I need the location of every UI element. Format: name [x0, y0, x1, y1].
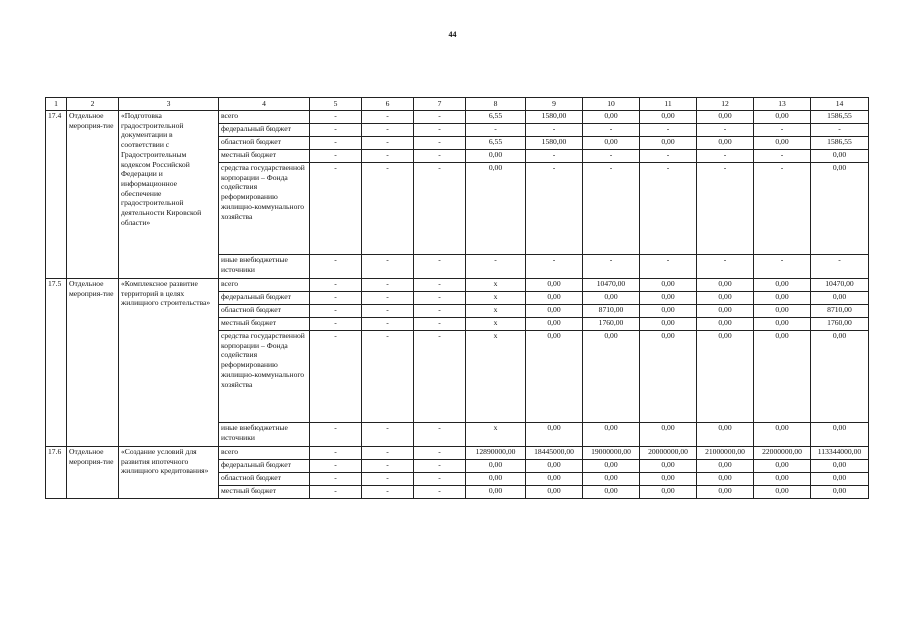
value-cell: 0,00 — [754, 473, 811, 486]
value-cell: 0,00 — [640, 473, 697, 486]
funding-source: иные внебюджетные источники — [219, 255, 310, 279]
value-cell: 0,00 — [811, 486, 869, 499]
value-cell: 0,00 — [811, 163, 869, 255]
value-cell: 0,00 — [754, 111, 811, 124]
value-cell: - — [362, 305, 414, 318]
value-cell: 0,00 — [640, 279, 697, 292]
value-cell: 1586,55 — [811, 137, 869, 150]
column-header: 10 — [583, 98, 640, 111]
value-cell: 0,00 — [697, 331, 754, 423]
value-cell: x — [466, 292, 526, 305]
value-cell: 0,00 — [697, 111, 754, 124]
value-cell: - — [414, 137, 466, 150]
value-cell: - — [583, 124, 640, 137]
value-cell: 0,00 — [640, 460, 697, 473]
value-cell: - — [310, 473, 362, 486]
value-cell: 0,00 — [754, 460, 811, 473]
value-cell: - — [362, 318, 414, 331]
funding-source: всего — [219, 447, 310, 460]
value-cell: 0,00 — [811, 423, 869, 447]
value-cell: - — [583, 255, 640, 279]
funding-source: федеральный бюджет — [219, 292, 310, 305]
value-cell: 0,00 — [640, 292, 697, 305]
value-cell: 113344000,00 — [811, 447, 869, 460]
value-cell: - — [310, 423, 362, 447]
value-cell: 8710,00 — [583, 305, 640, 318]
column-header: 8 — [466, 98, 526, 111]
funding-source: иные внебюджетные источники — [219, 423, 310, 447]
value-cell: 0,00 — [526, 279, 583, 292]
value-cell: 20000000,00 — [640, 447, 697, 460]
value-cell: - — [362, 486, 414, 499]
value-cell: - — [362, 447, 414, 460]
value-cell: - — [310, 305, 362, 318]
value-cell: 0,00 — [697, 137, 754, 150]
value-cell: - — [362, 111, 414, 124]
value-cell: - — [310, 124, 362, 137]
funding-source: средства государственной корпорации – Фонда содействия реформированию жилищно-коммунального хозяйства — [219, 331, 310, 423]
funding-source: местный бюджет — [219, 150, 310, 163]
value-cell: 0,00 — [466, 163, 526, 255]
value-cell: - — [811, 124, 869, 137]
value-cell: x — [466, 279, 526, 292]
value-cell: 0,00 — [526, 292, 583, 305]
value-cell: 0,00 — [583, 331, 640, 423]
value-cell: 0,00 — [697, 423, 754, 447]
row-number: 17.5 — [46, 279, 67, 447]
value-cell: 0,00 — [754, 423, 811, 447]
event-title: «Создание условий для развития ипотечного жилищного кредитования» — [119, 447, 219, 499]
value-cell: 18445000,00 — [526, 447, 583, 460]
funding-source: средства государственной корпорации – Фонда содействия реформированию жилищно-коммунального хозяйства — [219, 163, 310, 255]
event-title: «Комплексное развитие территорий в целях жилищного строительства» — [119, 279, 219, 447]
value-cell: - — [754, 150, 811, 163]
value-cell: 0,00 — [811, 331, 869, 423]
value-cell: 0,00 — [583, 473, 640, 486]
value-cell: 0,00 — [697, 460, 754, 473]
table-row — [46, 447, 869, 460]
value-cell: - — [362, 423, 414, 447]
value-cell: 0,00 — [811, 473, 869, 486]
value-cell: - — [583, 163, 640, 255]
value-cell: - — [414, 124, 466, 137]
row-number: 17.4 — [46, 111, 67, 279]
column-header: 9 — [526, 98, 583, 111]
value-cell: - — [310, 292, 362, 305]
value-cell: 0,00 — [754, 292, 811, 305]
value-cell: - — [697, 163, 754, 255]
value-cell: 0,00 — [583, 137, 640, 150]
value-cell: 0,00 — [640, 305, 697, 318]
value-cell: - — [362, 292, 414, 305]
column-header: 5 — [310, 98, 362, 111]
value-cell: 0,00 — [640, 318, 697, 331]
value-cell: - — [414, 331, 466, 423]
column-header: 12 — [697, 98, 754, 111]
value-cell: - — [754, 124, 811, 137]
value-cell: - — [697, 150, 754, 163]
table-row — [46, 111, 869, 124]
value-cell: 0,00 — [697, 292, 754, 305]
value-cell: - — [310, 447, 362, 460]
value-cell: 0,00 — [811, 292, 869, 305]
value-cell: x — [466, 423, 526, 447]
value-cell: - — [414, 150, 466, 163]
funding-source: федеральный бюджет — [219, 460, 310, 473]
value-cell: 0,00 — [697, 486, 754, 499]
funding-table — [45, 97, 869, 499]
value-cell: 0,00 — [640, 331, 697, 423]
value-cell: 0,00 — [811, 150, 869, 163]
value-cell: - — [697, 255, 754, 279]
value-cell: - — [362, 473, 414, 486]
value-cell: 0,00 — [640, 137, 697, 150]
value-cell: 1580,00 — [526, 137, 583, 150]
value-cell: 0,00 — [526, 305, 583, 318]
value-cell: 0,00 — [466, 150, 526, 163]
value-cell: 6,55 — [466, 137, 526, 150]
column-header: 7 — [414, 98, 466, 111]
value-cell: 0,00 — [583, 111, 640, 124]
value-cell: - — [414, 423, 466, 447]
value-cell: - — [310, 460, 362, 473]
table-row — [46, 279, 869, 292]
value-cell: - — [414, 318, 466, 331]
value-cell: 0,00 — [754, 318, 811, 331]
column-header: 2 — [67, 98, 119, 111]
value-cell: 22000000,00 — [754, 447, 811, 460]
value-cell: - — [414, 279, 466, 292]
value-cell: - — [362, 150, 414, 163]
funding-source: областной бюджет — [219, 137, 310, 150]
value-cell: - — [526, 150, 583, 163]
value-cell: - — [754, 255, 811, 279]
value-cell: 0,00 — [466, 486, 526, 499]
value-cell: 10470,00 — [583, 279, 640, 292]
column-header: 4 — [219, 98, 310, 111]
event-status: Отдельное мероприя-тие — [67, 279, 119, 447]
value-cell: - — [362, 137, 414, 150]
funding-source: всего — [219, 279, 310, 292]
value-cell: - — [362, 163, 414, 255]
row-number: 17.6 — [46, 447, 67, 499]
value-cell: - — [414, 447, 466, 460]
value-cell: 19000000,00 — [583, 447, 640, 460]
value-cell: - — [414, 305, 466, 318]
value-cell: - — [466, 255, 526, 279]
value-cell: - — [310, 318, 362, 331]
column-header: 3 — [119, 98, 219, 111]
value-cell: - — [414, 163, 466, 255]
column-header: 13 — [754, 98, 811, 111]
value-cell: x — [466, 331, 526, 423]
value-cell: 0,00 — [583, 486, 640, 499]
page-number: 44 — [448, 30, 457, 39]
table-header-row — [46, 98, 869, 111]
value-cell: 12890000,00 — [466, 447, 526, 460]
value-cell: 0,00 — [466, 473, 526, 486]
value-cell: 0,00 — [526, 331, 583, 423]
value-cell: 0,00 — [754, 486, 811, 499]
funding-source: областной бюджет — [219, 473, 310, 486]
value-cell: - — [526, 163, 583, 255]
column-header: 1 — [46, 98, 67, 111]
value-cell: - — [414, 111, 466, 124]
value-cell: - — [466, 124, 526, 137]
value-cell: 6,55 — [466, 111, 526, 124]
column-header: 11 — [640, 98, 697, 111]
column-header: 6 — [362, 98, 414, 111]
value-cell: 0,00 — [583, 423, 640, 447]
value-cell: - — [697, 124, 754, 137]
value-cell: 8710,00 — [811, 305, 869, 318]
value-cell: - — [310, 255, 362, 279]
value-cell: 10470,00 — [811, 279, 869, 292]
event-title: «Подготовка градостроительной документации в соответствии с Градостроительным кодексом Российской Федерации и информационное обеспечение градостроительной деятельности Кировской области» — [119, 111, 219, 279]
funding-source: местный бюджет — [219, 486, 310, 499]
value-cell: 0,00 — [811, 460, 869, 473]
value-cell: - — [310, 486, 362, 499]
value-cell: 0,00 — [526, 460, 583, 473]
value-cell: 0,00 — [754, 137, 811, 150]
funding-source: федеральный бюджет — [219, 124, 310, 137]
value-cell: - — [310, 331, 362, 423]
value-cell: 0,00 — [640, 486, 697, 499]
value-cell: - — [310, 150, 362, 163]
value-cell: - — [362, 255, 414, 279]
value-cell: 0,00 — [697, 473, 754, 486]
value-cell: 0,00 — [640, 423, 697, 447]
funding-source: всего — [219, 111, 310, 124]
value-cell: - — [640, 150, 697, 163]
value-cell: - — [310, 279, 362, 292]
value-cell: - — [583, 150, 640, 163]
value-cell: 0,00 — [754, 305, 811, 318]
value-cell: 1580,00 — [526, 111, 583, 124]
funding-source: местный бюджет — [219, 318, 310, 331]
value-cell: - — [754, 163, 811, 255]
value-cell: - — [526, 124, 583, 137]
value-cell: 0,00 — [583, 292, 640, 305]
value-cell: 0,00 — [583, 460, 640, 473]
value-cell: - — [362, 279, 414, 292]
value-cell: - — [362, 124, 414, 137]
funding-source: областной бюджет — [219, 305, 310, 318]
value-cell: - — [310, 111, 362, 124]
value-cell: - — [414, 473, 466, 486]
value-cell: 0,00 — [466, 460, 526, 473]
value-cell: 0,00 — [697, 305, 754, 318]
value-cell: - — [310, 137, 362, 150]
value-cell: - — [362, 460, 414, 473]
value-cell: - — [414, 486, 466, 499]
value-cell: 0,00 — [754, 331, 811, 423]
value-cell: x — [466, 305, 526, 318]
value-cell: - — [414, 255, 466, 279]
value-cell: - — [640, 255, 697, 279]
value-cell: 0,00 — [526, 423, 583, 447]
value-cell: 0,00 — [754, 279, 811, 292]
value-cell: 1586,55 — [811, 111, 869, 124]
value-cell: - — [640, 163, 697, 255]
value-cell: 1760,00 — [811, 318, 869, 331]
value-cell: 0,00 — [526, 318, 583, 331]
value-cell: - — [811, 255, 869, 279]
value-cell: - — [310, 163, 362, 255]
value-cell: 0,00 — [697, 279, 754, 292]
value-cell: 0,00 — [526, 486, 583, 499]
value-cell: - — [526, 255, 583, 279]
value-cell: x — [466, 318, 526, 331]
event-status: Отдельное мероприя-тие — [67, 111, 119, 279]
value-cell: - — [640, 124, 697, 137]
value-cell: 0,00 — [640, 111, 697, 124]
value-cell: 0,00 — [526, 473, 583, 486]
value-cell: - — [362, 331, 414, 423]
event-status: Отдельное мероприя-тие — [67, 447, 119, 499]
column-header: 14 — [811, 98, 869, 111]
value-cell: 0,00 — [697, 318, 754, 331]
value-cell: 1760,00 — [583, 318, 640, 331]
value-cell: - — [414, 460, 466, 473]
value-cell: - — [414, 292, 466, 305]
table-body — [46, 111, 869, 499]
value-cell: 21000000,00 — [697, 447, 754, 460]
